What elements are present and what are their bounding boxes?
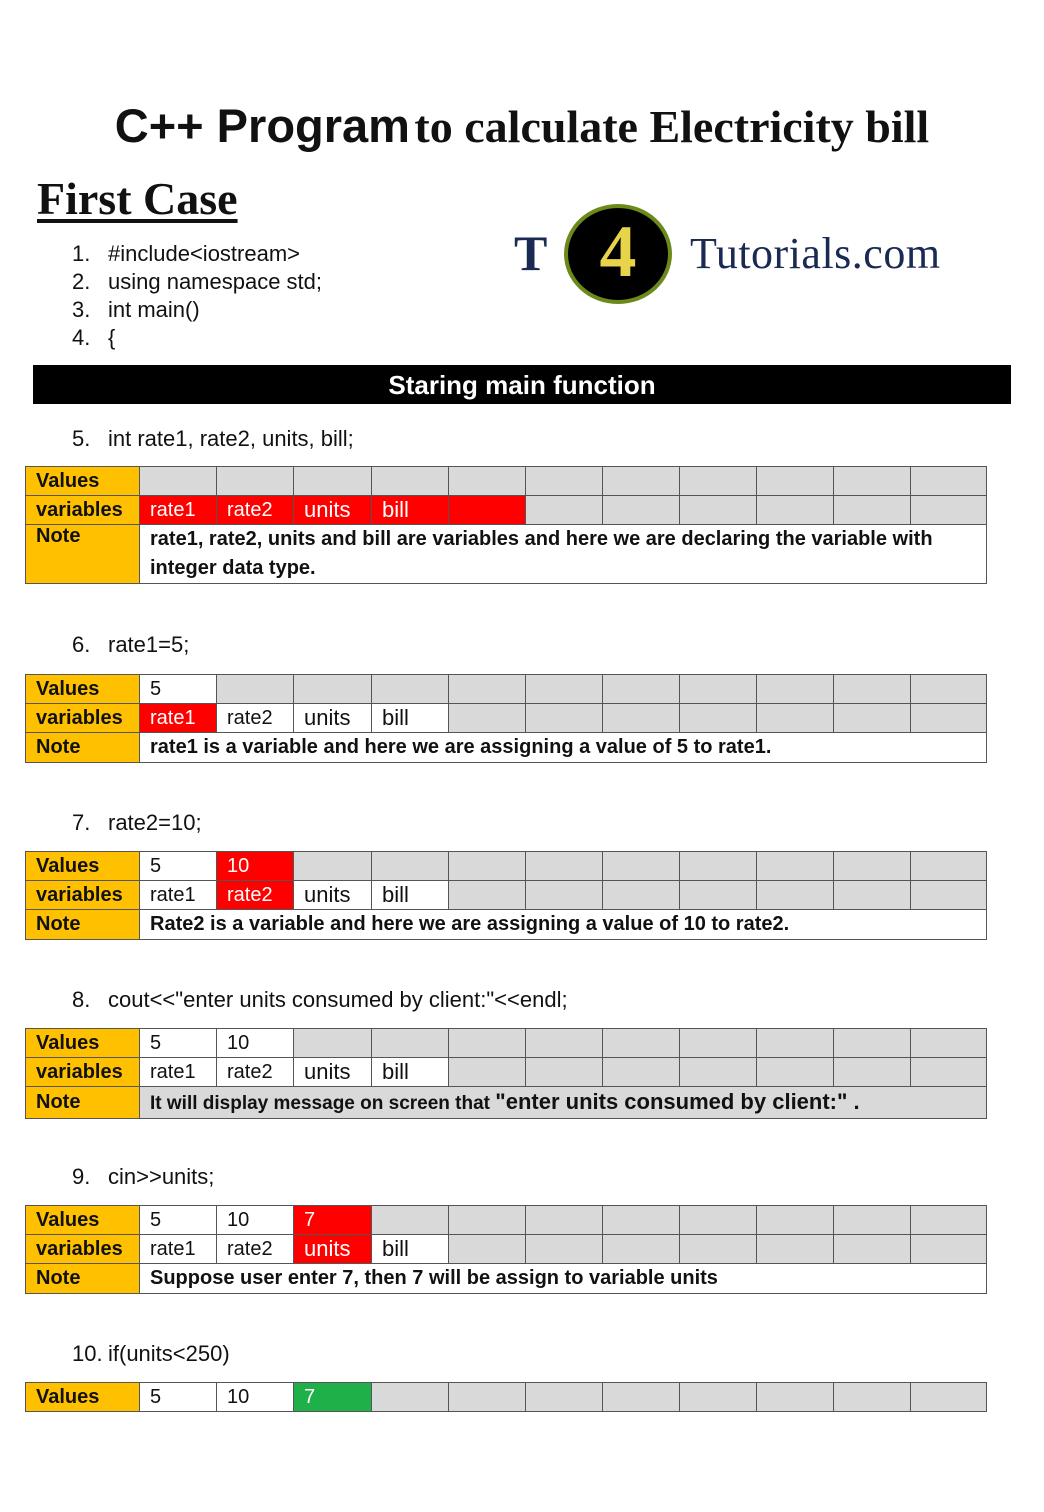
memory-table-step-9 [25, 1205, 987, 1294]
variables-row [26, 496, 987, 525]
variable-cell: rate2 [217, 704, 294, 733]
variable-cell: units [294, 1058, 372, 1087]
variable-cell: rate2 [217, 1058, 294, 1087]
variable-cell: units [294, 881, 372, 910]
note-label: Note [26, 733, 140, 763]
variable-cell: bill [372, 1058, 449, 1087]
note-row [26, 910, 987, 940]
memory-table-step-8 [25, 1028, 987, 1119]
note-text [140, 1087, 987, 1119]
variables-row [26, 881, 987, 910]
value-cell: 10 [217, 1029, 294, 1058]
value-cell: 7 [294, 1383, 372, 1412]
variable-cell: bill [372, 704, 449, 733]
code-line-6: 6. rate1=5; [72, 632, 190, 657]
variable-cell: bill [372, 1235, 449, 1264]
code-line-9: 9. cin>>units; [72, 1164, 215, 1189]
code-line-5: 5. int rate1, rate2, units, bill; [72, 426, 354, 451]
value-cell: 10 [217, 852, 294, 881]
logo-four: 4 [599, 211, 637, 293]
note-row [26, 1087, 987, 1119]
variables-label: variables [26, 496, 140, 525]
variables-row [26, 1058, 987, 1087]
code-line-1: 1. #include<iostream> [72, 241, 301, 266]
values-row [26, 467, 987, 496]
value-cell: 5 [140, 1383, 217, 1412]
variable-cell: units [294, 496, 372, 525]
variable-cell: rate1 [140, 704, 217, 733]
values-label: Values [26, 1383, 140, 1412]
variable-cell: rate1 [140, 881, 217, 910]
variables-label: variables [26, 881, 140, 910]
variable-cell: rate2 [217, 496, 294, 525]
variables-row [26, 1235, 987, 1264]
section-banner: Staring main function [33, 365, 1011, 404]
values-row [26, 1029, 987, 1058]
variable-cell: rate1 [140, 496, 217, 525]
note-row [26, 733, 987, 763]
logo-t: T [514, 225, 548, 281]
code-line-8: 8. cout<<"enter units consumed by client:"<<endl; [72, 987, 568, 1012]
note-label: Note [26, 1264, 140, 1294]
code-line-4: 4. { [72, 325, 116, 350]
case-title: First Case [37, 173, 238, 224]
variable-cell: rate1 [140, 1235, 217, 1264]
note-row [26, 1264, 987, 1294]
note-message: "enter units consumed by client:" . [495, 1089, 860, 1114]
values-row [26, 1383, 987, 1412]
value-cell: 10 [217, 1383, 294, 1412]
logo-name: Tutorials.com [690, 229, 941, 278]
memory-table-step-10 [25, 1382, 987, 1412]
note-label: Note [26, 1087, 140, 1119]
values-row [26, 852, 987, 881]
variables-label: variables [26, 704, 140, 733]
variable-cell: units [294, 1235, 372, 1264]
variable-cell: units [294, 704, 372, 733]
value-cell: 5 [140, 675, 217, 704]
memory-table-step-6 [25, 674, 987, 763]
variables-label: variables [26, 1058, 140, 1087]
values-label: Values [26, 467, 140, 496]
note-prefix: It will display message on screen that [150, 1093, 496, 1114]
variable-cell: bill [372, 496, 449, 525]
note-text: rate1 is a variable and here we are assigning a value of 5 to rate1. [140, 733, 987, 763]
note-text: Suppose user enter 7, then 7 will be assign to variable units [140, 1264, 987, 1294]
values-label: Values [26, 1206, 140, 1235]
variables-row [26, 704, 987, 733]
memory-table-step-7 [25, 851, 987, 940]
values-label: Values [26, 852, 140, 881]
note-text: Rate2 is a variable and here we are assigning a value of 10 to rate2. [140, 910, 987, 940]
value-cell: 5 [140, 1206, 217, 1235]
code-line-7: 7. rate2=10; [72, 810, 202, 835]
value-cell: 7 [294, 1206, 372, 1235]
variable-cell: rate1 [140, 1058, 217, 1087]
title-part2: to calculate Electricity bill [414, 101, 930, 152]
note-label: Note [26, 910, 140, 940]
title-part1: C++ Program [114, 99, 410, 152]
values-label: Values [26, 675, 140, 704]
code-line-3: 3. int main() [72, 297, 200, 322]
note-row [26, 525, 987, 584]
page-title [0, 98, 1044, 153]
code-line-10: 10. if(units<250) [72, 1341, 230, 1366]
variables-label: variables [26, 1235, 140, 1264]
note-text: rate1, rate2, units and bill are variables and here we are declaring the variable with integer data type. [140, 525, 987, 584]
values-row [26, 675, 987, 704]
memory-table-step-5 [25, 466, 987, 584]
t4tutorials-logo [514, 200, 984, 312]
variable-cell: bill [372, 881, 449, 910]
value-cell: 5 [140, 852, 217, 881]
value-cell: 5 [140, 1029, 217, 1058]
variable-cell: rate2 [217, 881, 294, 910]
variable-cell: rate2 [217, 1235, 294, 1264]
value-cell: 10 [217, 1206, 294, 1235]
values-row [26, 1206, 987, 1235]
note-label: Note [26, 525, 140, 584]
code-line-2: 2. using namespace std; [72, 269, 323, 294]
values-label: Values [26, 1029, 140, 1058]
